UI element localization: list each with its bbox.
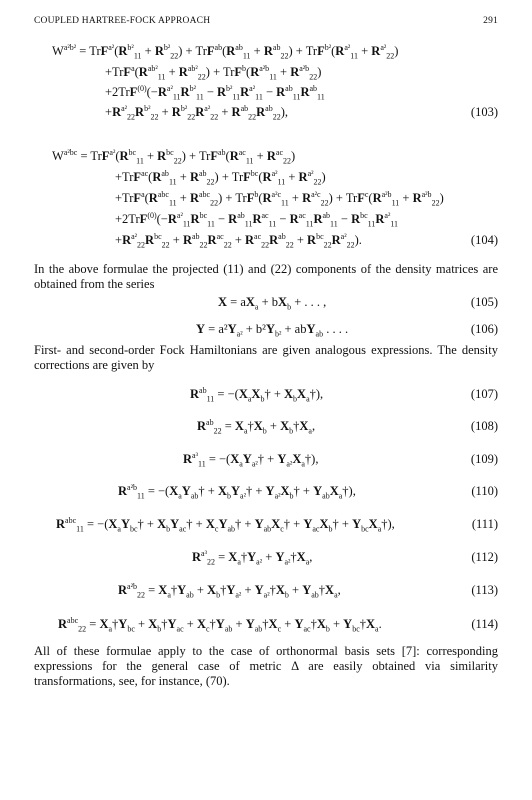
- eq113: $R^{a^2b}_{22}$ = $X_a\dagger Y_{ab}$ + $X_b\dagger Y_{a^2}$ + $Y_{a^2}\dagger X_b$ + $Y_{ab}\dagger X_a$,: [118, 581, 341, 600]
- eq114: $R^{abc}_{22}$ = $X_a\dagger Y_{bc}$ + $X_b\dagger Y_{ac}$ + $X_c\dagger Y_{ab}$ + $Y_{ab}\dagger X_c$ + $Y_{ac}\dagger X_b$ + $Y_{bc}\dagger X_a$.: [58, 615, 382, 634]
- eq104-line4: $+2TrF^{(0)}(-R^{a^2}_{11}R^{bc}_{11} - R^{ab}_{11}R^{ac}_{11} - R^{ac}_{11}R^{ab}_{11} - R^{bc}_{11}R^{a^2}_{11}$: [115, 210, 399, 229]
- paragraph-density-series: In the above formulae the projected (11) and (22) components of the density matrices are obtained from the series: [34, 262, 498, 291]
- eq110: $R^{a^2b}_{11}$ = $-(X_aY_{ab}\dagger$ + $X_bY_{a^2}\dagger$ + $Y_{a^2}X_b\dagger$ + $Y_{ab}X_a\dagger$),: [118, 482, 356, 501]
- eq104-number: (104): [470, 233, 498, 247]
- eq106: $Y = a^2Y_{a^2} + b^2Y_{b^2} + abY_{ab}$ . . . .: [196, 322, 349, 339]
- eq111: $R^{abc}_{11}$ = $-(X_aY_{bc}\dagger$ + $X_bY_{ac}\dagger$ + $X_cY_{ab}\dagger$ + $Y_{ab}X_c\dagger$ + $Y_{ac}X_b\dagger$ + $Y_{bc}X_a\dagger$),: [56, 515, 395, 534]
- eq105: $X = aX_a + bX_b$ + . . . ,: [218, 295, 327, 312]
- eq105-number: (105): [470, 295, 498, 309]
- eq114-number: (114): [471, 617, 498, 631]
- eq110-number: (110): [471, 484, 498, 498]
- eq109: $R^{a^3}_{11}$ = $-(X_aY_{a^2}\dagger$ + $Y_{a^2}X_a\dagger$),: [183, 450, 319, 469]
- eq109-number: (109): [470, 452, 498, 466]
- running-header: [34, 16, 498, 30]
- eq106-number: (106): [470, 322, 498, 336]
- eq103-line4: $+R^{a^2}_{22}R^{b^2}_{22} + R^{b^2}_{22}R^{a^2}_{22} + R^{ab}_{22}R^{ab}_{22}$),: [105, 103, 289, 122]
- eq112-number: (112): [471, 550, 498, 564]
- running-title: COUPLED HARTREE-FOCK APPROACH: [34, 16, 211, 26]
- eq103-number: (103): [470, 105, 498, 119]
- paragraph-fock: First- and second-order Fock Hamiltonians are given analogous expressions. The density corrections are given by: [34, 343, 498, 372]
- eq111-number: (111): [471, 517, 498, 531]
- eq113-number: (113): [471, 583, 498, 597]
- eq112: $R^{a^3}_{22}$ = $X_a\dagger Y_{a^2}$ + $Y_{a^2}\dagger X_a$,: [192, 548, 313, 567]
- eq103-line3: $+2TrF^{(0)}(-R^{a^2}_{11}R^{b^2}_{11} - R^{b^2}_{11}R^{a^2}_{11} - R^{ab}_{11}R^{ab}_{11}$: [105, 83, 325, 102]
- eq107: $R^{ab}_{11}$ = $-(X_aX_b\dagger$ + $X_bX_a\dagger$),: [190, 385, 324, 404]
- eq103-line1: $W^{a^2b^2} = TrF^{a^2}(R^{b^2}_{11} + R^{b^2}_{22}) + TrF^{ab}(R^{ab}_{11} + R^{ab}_{22}) + TrF^{b^2}(R^{a^2}_{11} + R^{a^2}_{22})$: [52, 42, 399, 61]
- eq104-line3: $+TrF^a(R^{abc}_{11} + R^{abc}_{22}) + TrF^b(R^{a^2c}_{11} + R^{a^2c}_{22}) + TrF^c(R^{a^2b}_{11} + R^{a^2b}_{22})$: [115, 189, 444, 208]
- eq108-number: (108): [470, 419, 498, 433]
- eq107-number: (107): [470, 387, 498, 401]
- eq104-line5: $+R^{a^2}_{22}R^{bc}_{22} + R^{ab}_{22}R^{ac}_{22} + R^{ac}_{22}R^{ab}_{22} + R^{bc}_{22}R^{a^2}_{22}$).: [115, 231, 362, 250]
- eq104-line1: $W^{a^2bc} = TrF^{a^2}(R^{bc}_{11} + R^{bc}_{22}) + TrF^{ab}(R^{ac}_{11} + R^{ac}_{22})$: [52, 147, 296, 166]
- eq103-line2: $+TrF^a(R^{ab^2}_{11} + R^{ab^2}_{22}) + TrF^b(R^{a^2b}_{11} + R^{a^2b}_{22})$: [105, 63, 322, 82]
- eq108: $R^{ab}_{22}$ = $X_a\dagger X_b$ + $X_b\dagger X_a$,: [197, 417, 316, 436]
- paragraph-orthonormal: All of these formulae apply to the case of orthonormal basis sets [7]: corresponding expressions for the general case of metric Δ are easily obtained via similarity transformations, see, for instance, (70).: [34, 644, 498, 688]
- eq104-line2: $+TrF^{ac}(R^{ab}_{11} + R^{ab}_{22}) + TrF^{bc}(R^{a^2}_{11} + R^{a^2}_{22})$: [115, 168, 326, 187]
- page-number: 291: [483, 16, 498, 26]
